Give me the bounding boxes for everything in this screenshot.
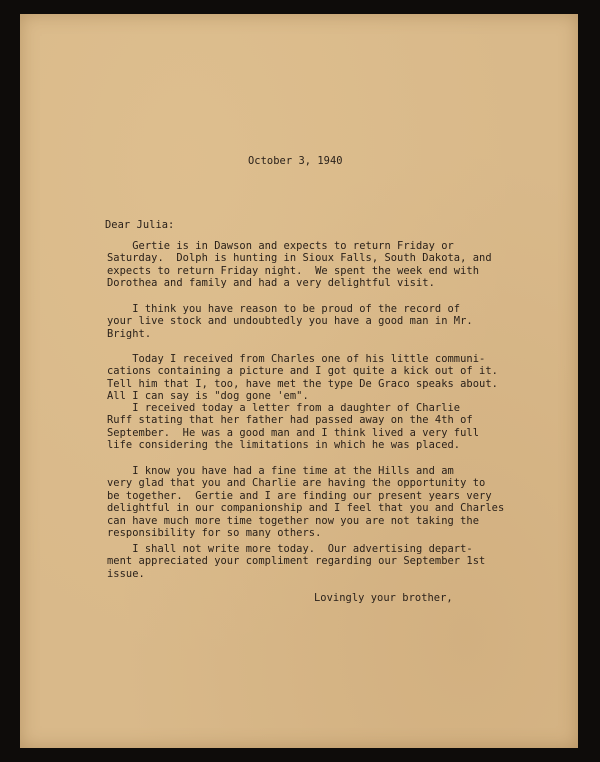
letter-paragraph-1: Gertie is in Dawson and expects to return Friday or Saturday. Dolph is hunting in Sioux Falls, South Dakota, and expects to return Friday night. We spent the week end with Dorothea and family and had a very delightful visit. xyxy=(107,240,492,290)
letter-closing: Lovingly your brother, xyxy=(314,592,453,604)
letter-paragraph-2: I think you have reason to be proud of the record of your live stock and undoubtedly you have a good man in Mr. Bright. xyxy=(107,303,473,340)
letter-paragraph-3: Today I received from Charles one of his little communi- cations containing a picture and I got quite a kick out of it. Tell him that I, too, have met the type De Graco speaks about. All I can say is "dog gone 'em". xyxy=(107,353,498,403)
letter-paragraph-5: I know you have had a fine time at the Hills and am very glad that you and Charlie are having the opportunity to be together. Gertie and I are finding our present years very delightful in our companionship and I feel that you and Charles can have much more time together now you are not taking the responsibility for so many others. xyxy=(107,465,505,540)
letter-date: October 3, 1940 xyxy=(248,155,343,167)
letter-paragraph-4: I received today a letter from a daughter of Charlie Ruff stating that her father had passed away on the 4th of September. He was a good man and I think lived a very full life considering the limitations in which he was placed. xyxy=(107,402,480,452)
letter-salutation: Dear Julia: xyxy=(105,219,175,231)
letter-paragraph-6: I shall not write more today. Our advertising depart- ment appreciated your compliment regarding our September 1st issue. xyxy=(107,543,486,580)
letter-page xyxy=(20,14,578,748)
